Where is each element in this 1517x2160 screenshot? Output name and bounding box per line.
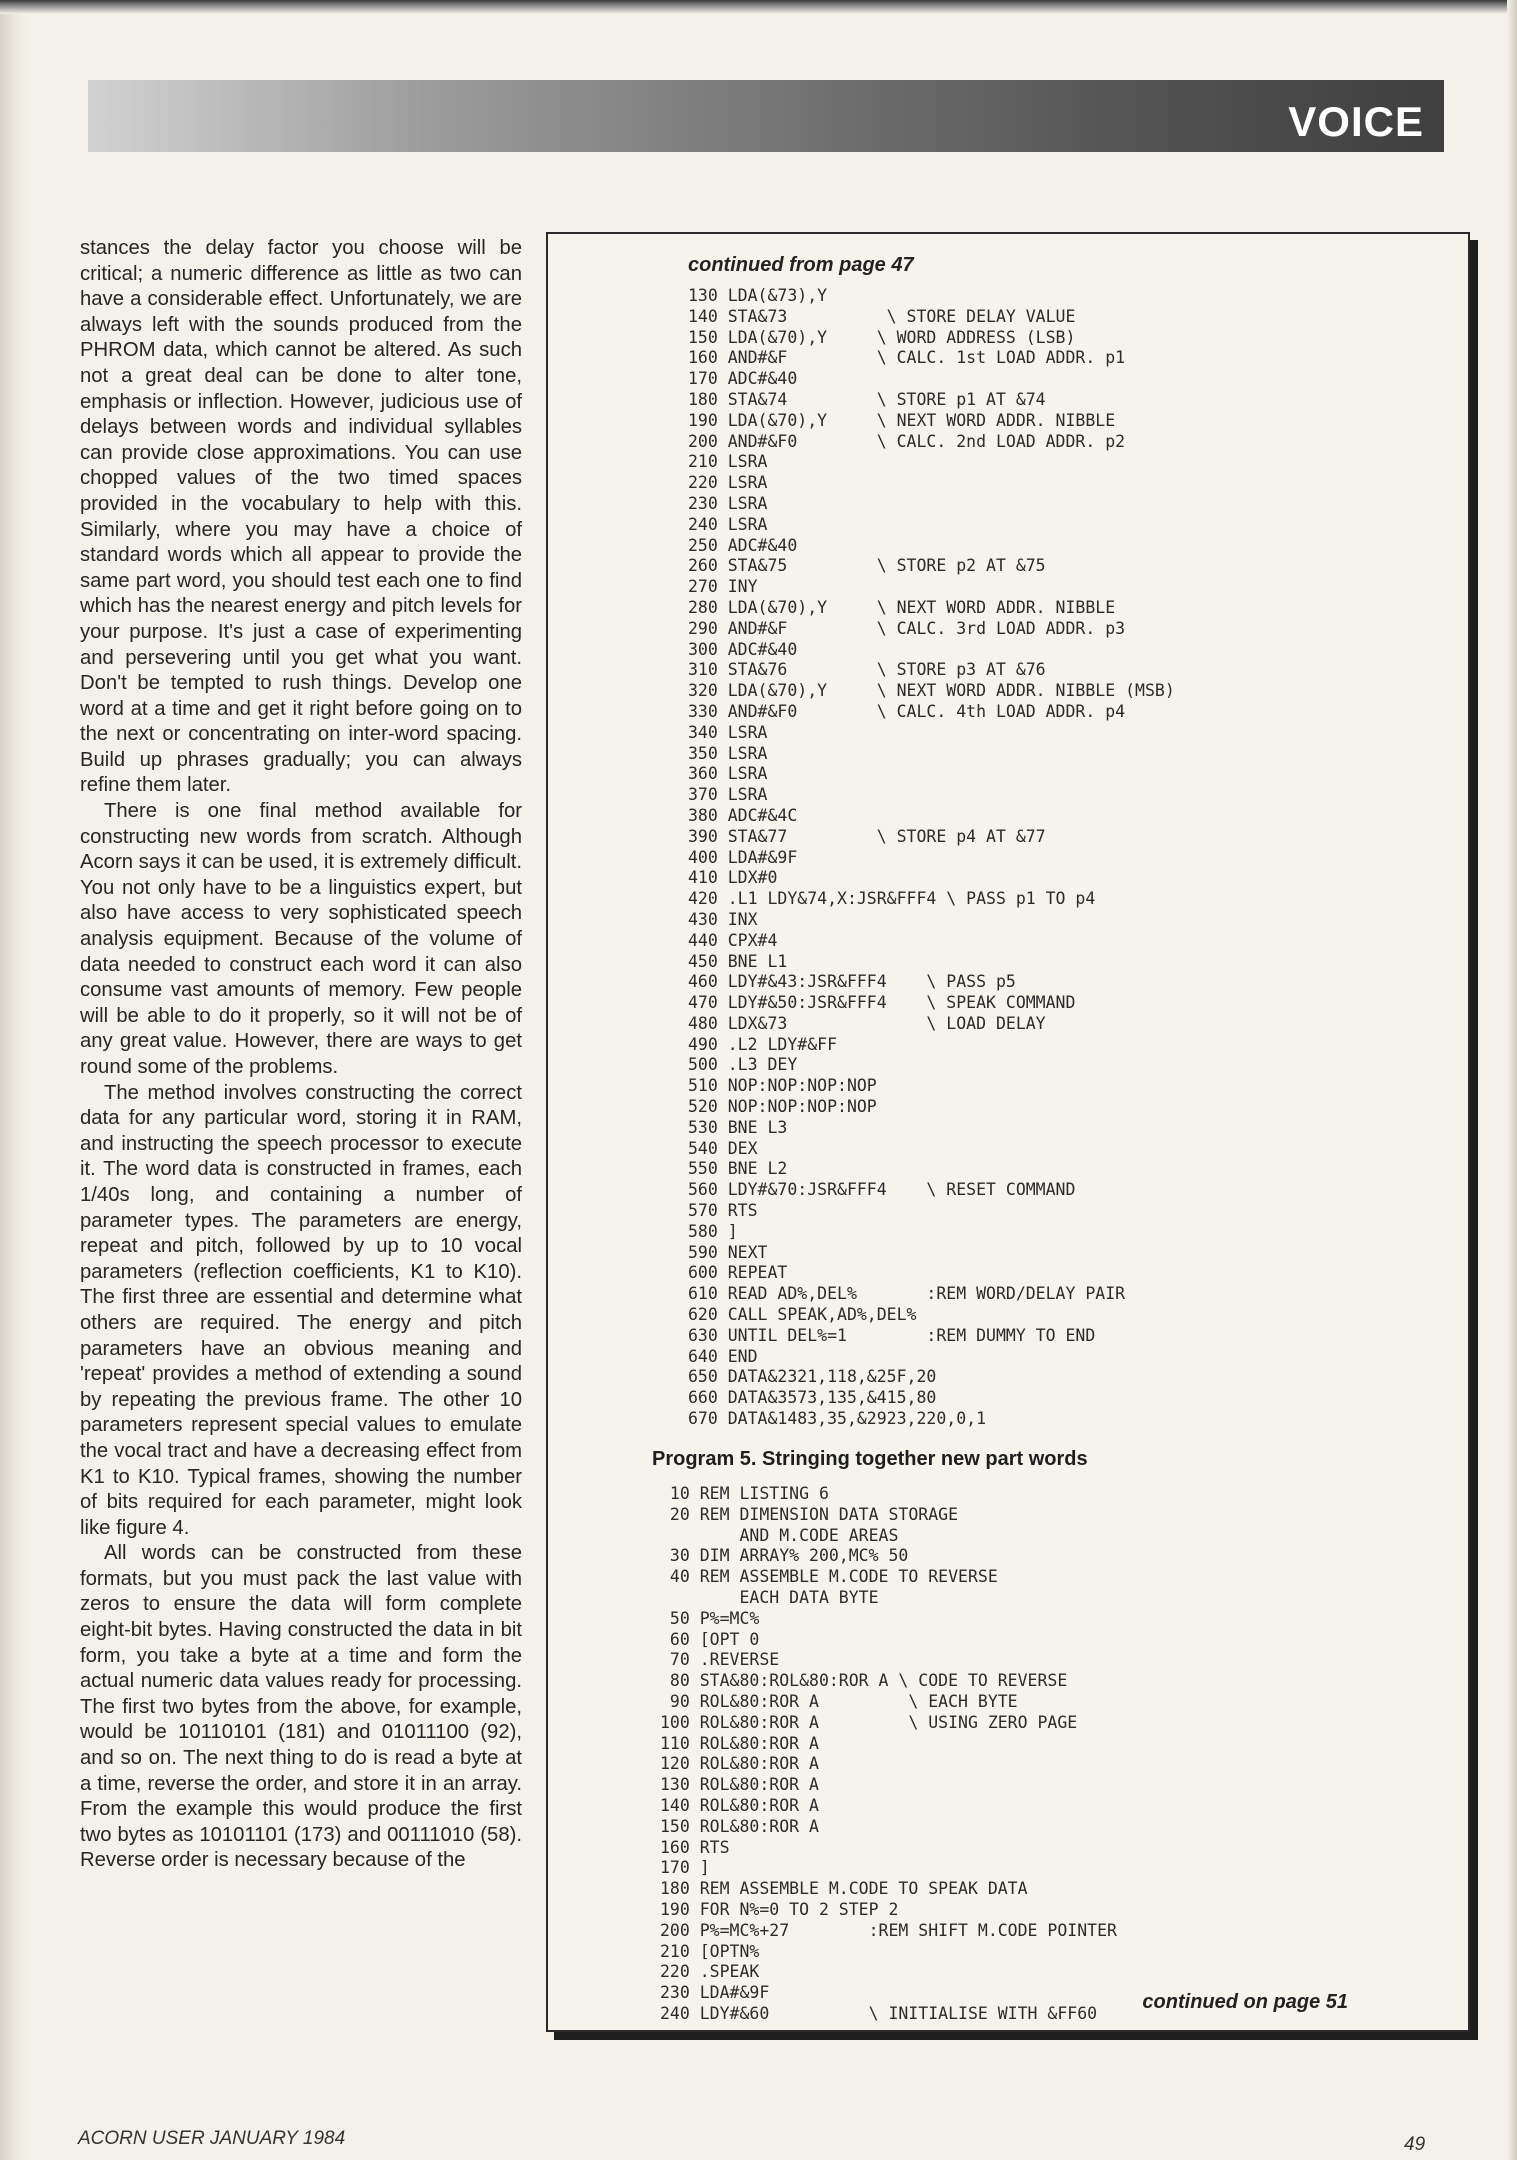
code-listing-part-1: 130 LDA(&73),Y 140 STA&73 \ STORE DELAY VALUE 150 LDA(&70),Y \ WORD ADDRESS (LSB) 160 AND#&F \ CALC. 1st LOAD ADDR. p1 170 ADC#&40 180 STA&74 \ STORE p1 AT &74 190 LDA(&70),Y \ NEXT WORD ADDR. NIBBLE 200 AND#&F0 \ CALC. 2nd LOAD ADDR. p2 210 LSRA 220 LSRA 230 LSRA 240 LSRA 250 ADC#&40 260 STA&75 \ STORE p2 AT &75 270 INY 280 LDA(&70),Y \ NEXT WORD ADDR. NIBBLE 290 AND#&F \ CALC. 3rd LOAD ADDR. p3 300 ADC#&40 310 STA&76 \ STORE p3 AT &76 320 LDA(&70),Y \ NEXT WORD ADDR. NIBBLE (MSB) 330 AND#&F0 \ CALC. 4th LOAD ADDR. p4 340 LSRA 350 LSRA 360 LSRA 370 LSRA 380 ADC#&4C 390 STA&77 \ STORE p4 AT &77 400 LDA#&9F 410 LDX#0 420 .L1 LDY&74,X:JSR&FFF4 \ PASS p1 TO p4 430 INX 440 CPX#4 450 BNE L1 460 LDY#&43:JSR&FFF4 \ PASS p5 470 LDY#&50:JSR&FFF4 \ SPEAK COMMAND 480 LDX&73 \ LOAD DELAY 490 .L2 LDY#&FF 500 .L3 DEY 510 NOP:NOP:NOP:NOP 520 NOP:NOP:NOP:NOP 530 BNE L3 540 DEX 550 BNE L2 560 LDY#&70:JSR&FFF4 \ RESET COMMAND 570 RTS 580 ] 590 NEXT 600 REPEAT 610 READ AD%,DEL% :REM WORD/DELAY PAIR 620 CALL SPEAK,AD%,DEL% 630 UNTIL DEL%=1 :REM DUMMY TO END 640 END 650 DATA&2321,118,&25F,20 660 DATA&3573,135,&415,80 670 DATA&1483,35,&2923,220,0,1	[688, 286, 1175, 1429]
page-top-edge	[0, 0, 1517, 14]
article-paragraph: stances the delay factor you choose will be critical; a numeric difference as little as two can have a considerable effect. Unfortunately, we are always left with the sounds produced from the PHROM data, which cannot be altered. As such not a great deal can be done to alter tone, emphasis or inflection. However, judicious use of delays between words and individual syllables can provide close approximations. You can use chopped values of the two timed spaces provided in the vocabulary to help with this. Similarly, where you may have a choice of standard words which all appear to provide the same part word, you should test each one to find which has the nearest energy and pitch levels for your purpose. It's just a case of experimenting and persevering until you get what you want. Don't be tempted to rush things. Develop one word at a time and get it right before going on to the next or concentrating on inter-word spacing. Build up phrases gradually; you can always refine them later.	[80, 237, 522, 797]
page-number: 49	[1404, 2134, 1426, 2155]
page-left-edge	[0, 0, 28, 2160]
section-title: VOICE	[1288, 98, 1424, 145]
page-right-edge	[1507, 0, 1517, 2160]
footer-publication: ACORN USER JANUARY 1984	[78, 2128, 346, 2149]
article-paragraph: There is one final method available for constructing new words from scratch. Although Acorn says it can be used, it is extremely difficult. You not only have to be a linguistics expert, but also have access to very sophisticated speech analysis equipment. Because of the volume of data needed to construct each word it can also consume vast amounts of memory. Few people will be able to do it properly, so it will not be of any great value. However, there are ways to get round some of the problems.	[80, 800, 522, 1078]
article-paragraph: The method involves constructing the correct data for any particular word, storing it in RAM, and instructing the speech processor to execute it. The word data is constructed in frames, each 1/40s long, and containing a number of parameter types. The parameters are energy, repeat and pitch, followed by up to 10 vocal parameters (reflection coefficients, K1 to K10). The first three are essential and determine what others are required. The energy and pitch parameters have an obvious meaning and 'repeat' provides a method of extending a sound by repeating the previous frame. The other 10 parameters represent special values to emulate the vocal tract and have a decreasing effect from K1 to K10. Typical frames, showing the number of bits required for each parameter, might look like figure 4.	[80, 1081, 522, 1539]
section-header-bar	[88, 80, 1444, 152]
article-paragraph: All words can be constructed from these formats, but you must pack the last value with zeros to ensure the data will form complete eight-bit bytes. Having constructed the data in bit form, you take a byte at a time and form the actual numeric data values ready for processing. The first two bytes from the above, for example, would be 10110101 (181) and 01011100 (92), and so on. The next thing to do is read a byte at a time, reverse the order, and store it in an array. From the example this would produce the first two bytes as 10101101 (173) and 00111010 (58). Reverse order is necessary because of the	[80, 1542, 522, 1872]
continued-on-note: continued on page 51	[1142, 1991, 1348, 2013]
article-column	[80, 236, 522, 1874]
code-listing-part-2: 10 REM LISTING 6 20 REM DIMENSION DATA STORAGE AND M.CODE AREAS 30 DIM ARRAY% 200,MC% 50 40 REM ASSEMBLE M.CODE TO REVERSE EACH DATA BYTE 50 P%=MC% 60 [OPT 0 70 .REVERSE 80 STA&80:ROL&80:ROR A \ CODE TO REVERSE 90 ROL&80:ROR A \ EACH BYTE 100 ROL&80:ROR A \ USING ZERO PAGE 110 ROL&80:ROR A 120 ROL&80:ROR A 130 ROL&80:ROR A 140 ROL&80:ROR A 150 ROL&80:ROR A 160 RTS 170 ] 180 REM ASSEMBLE M.CODE TO SPEAK DATA 190 FOR N%=0 TO 2 STEP 2 200 P%=MC%+27 :REM SHIFT M.CODE POINTER 210 [OPTN% 220 .SPEAK 230 LDA#&9F 240 LDY#&60 \ INITIALISE WITH &FF60	[660, 1484, 1117, 2023]
continued-from-note: continued from page 47	[688, 254, 914, 276]
program-listing-box	[546, 232, 1470, 2032]
program-caption: Program 5. Stringing together new part words	[652, 1448, 1088, 1470]
